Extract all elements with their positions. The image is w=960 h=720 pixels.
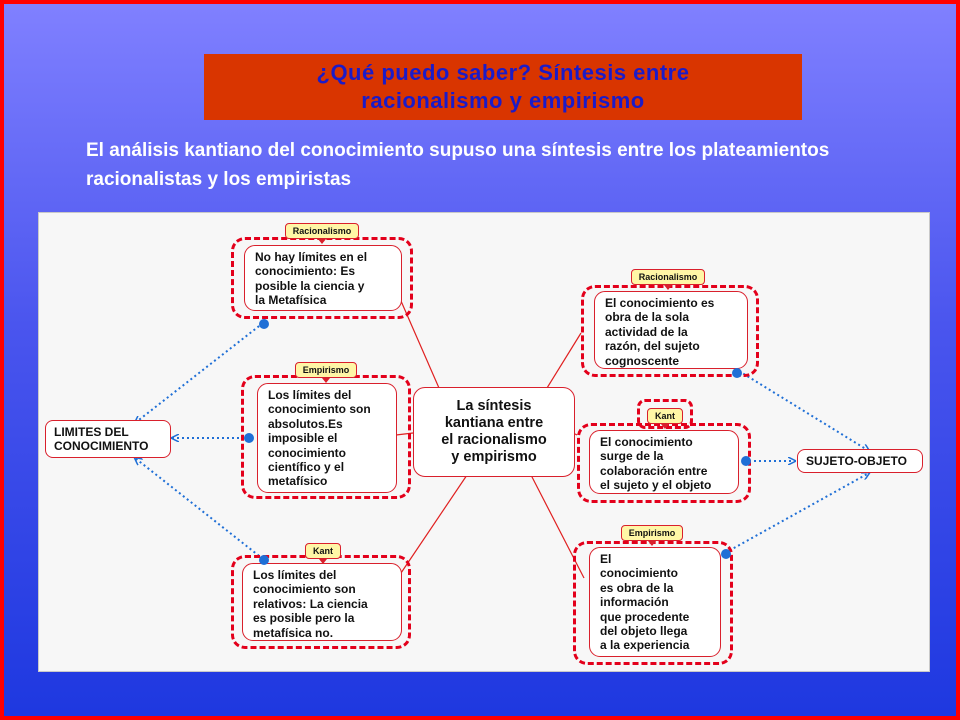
right-node-3-tag: Empirismo [621, 525, 683, 541]
subject-object-node: SUJETO-OBJETO [797, 449, 923, 473]
slide-title: ¿Qué puedo saber? Síntesis entre racionalismo y empirismo [316, 60, 690, 113]
title-banner [204, 54, 802, 120]
left-node-3-dot [259, 555, 269, 565]
right-node-3: El conocimiento es obra de la información que procedente del objeto llega a la experiencia [589, 547, 721, 657]
left-node-1-dot [259, 319, 269, 329]
link-center-left-bottom [401, 475, 467, 573]
right-node-1: El conocimiento es obra de la sola actividad de la razón, del sujeto cognoscente [594, 291, 748, 369]
left-node-1: No hay límites en el conocimiento: Es posible la ciencia y la Metafísica [244, 245, 402, 311]
arrow-right-top [739, 371, 869, 451]
right-node-2: El conocimiento surge de la colaboración entre el sujeto y el objeto [589, 430, 739, 494]
left-node-2-tag: Empirismo [295, 362, 357, 378]
central-synthesis-node: La síntesis kantiana entre el racionalismo y empirismo [413, 387, 575, 477]
left-node-2-dot [244, 433, 254, 443]
right-node-3-dot [721, 549, 731, 559]
left-node-3-tag: Kant [305, 543, 341, 559]
concept-map [38, 212, 930, 672]
left-node-2: Los límites del conocimiento son absolutos.Es imposible el conocimiento científico y el metafísico [257, 383, 397, 493]
left-node-1-tag: Racionalismo [285, 223, 359, 239]
slide-subtitle: El análisis kantiano del conocimiento supuso una síntesis entre los plateamientos racionalistas y los empiristas [86, 140, 830, 190]
right-node-2-tag: Kant [647, 408, 683, 424]
right-node-2-dot [741, 456, 751, 466]
limits-of-knowledge-node: LIMITES DEL CONOCIMIENTO [45, 420, 171, 458]
right-node-1-tag: Racionalismo [631, 269, 705, 285]
right-node-1-dot [732, 368, 742, 378]
link-center-right-top [547, 333, 581, 388]
left-node-3: Los límites del conocimiento son relativos: La ciencia es posible pero la metafísica no. [242, 563, 402, 641]
